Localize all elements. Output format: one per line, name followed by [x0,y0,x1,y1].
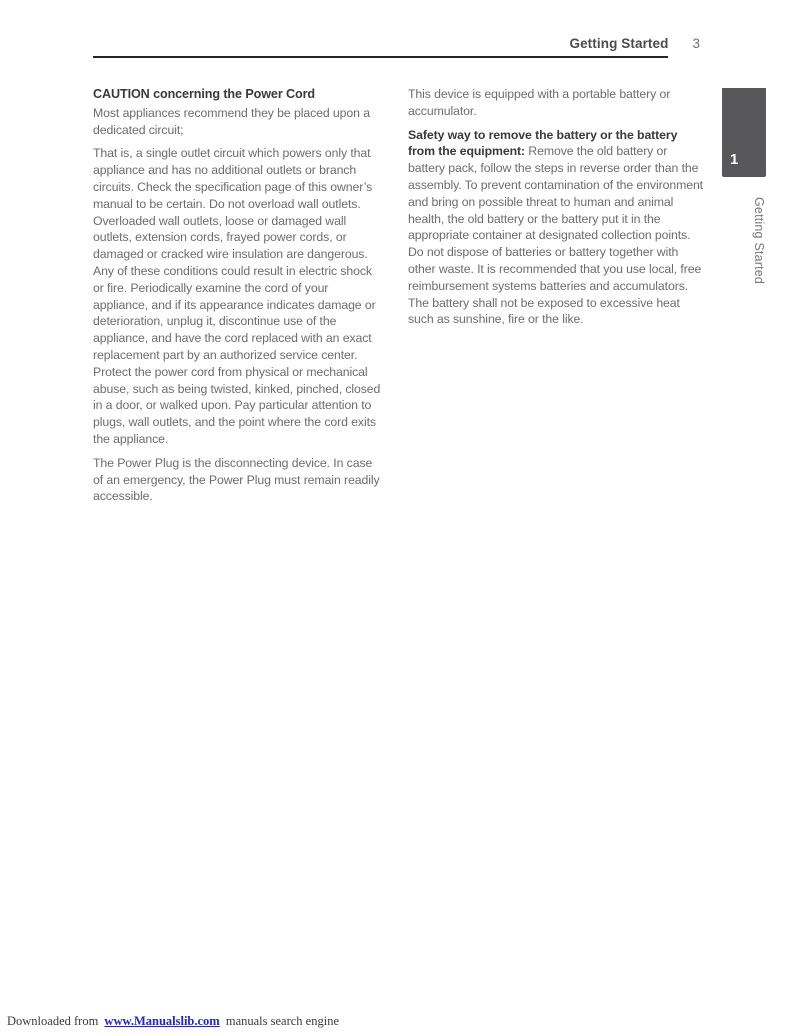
right-column [408,86,703,335]
battery-removal-bold-lead: Safety way to remove the battery or the battery from the equipment: [408,127,678,159]
left-column [93,86,385,512]
paragraph-battery-equipped: This device is equipped with a portable battery or accumulator. [408,87,671,118]
header-page-number: 3 [692,36,700,51]
paragraph-battery-removal [408,127,703,329]
chapter-label-vertical: Getting Started [752,197,766,285]
battery-removal-body: Remove the old battery or battery pack, follow the steps in reverse order than the assembly. To prevent contamination of the environment and bring on possible threat to human and animal health, the old battery or the battery put it in the appropriate container at designated collection points. Do not dispose of batteries or battery together with other waste. It is recommended that you use local, free reimbursement systems batteries and accumulators. The battery shall not be exposed to excessive heat such as sunshine, fire or the like. [408,144,704,327]
header-section-title: Getting Started [569,36,669,51]
chapter-tab [722,88,766,177]
paragraph-outlet-circuit: That is, a single outlet circuit which powers only that appliance and has no additional outlets or branch circuits. Check the specification page of this owner’s manual to be certain. Do not overload wall outlets. Overloaded wall outlets, loose or damaged wall outlets, extension cords, frayed power cords, or damaged or cracked wire insulation are dangerous. Any of these conditions could result in electric shock or fire. Periodically examine the cord of your appliance, and if its appearance indicates damage or deterioration, unplug it, discontinue use of the appliance, and have the cord replaced with an exact replacement part by an authorized service center. Protect the power cord from physical or mechanical abuse, such as being twisted, kinked, pinched, closed in a door, or walked upon. Pay particular attention to plugs, wall outlets, and the point where the cord exits the appliance. [93,146,381,446]
paragraph-dedicated-circuit: Most appliances recommend they be placed upon a dedicated circuit; [93,105,370,137]
chapter-number: 1 [730,151,739,168]
footer-prefix: Downloaded from [7,1014,99,1028]
footer-suffix: manuals search engine [225,1014,339,1028]
caution-heading: CAUTION concerning the Power Cord [93,87,316,101]
page-header [93,36,700,51]
paragraph-power-plug: The Power Plug is the disconnecting device. In case of an emergency, the Power Plug must remain readily accessible. [93,455,380,504]
footer-watermark [7,1014,339,1029]
header-rule [93,56,668,58]
manualslib-link[interactable]: www.Manualslib.com [104,1014,220,1028]
